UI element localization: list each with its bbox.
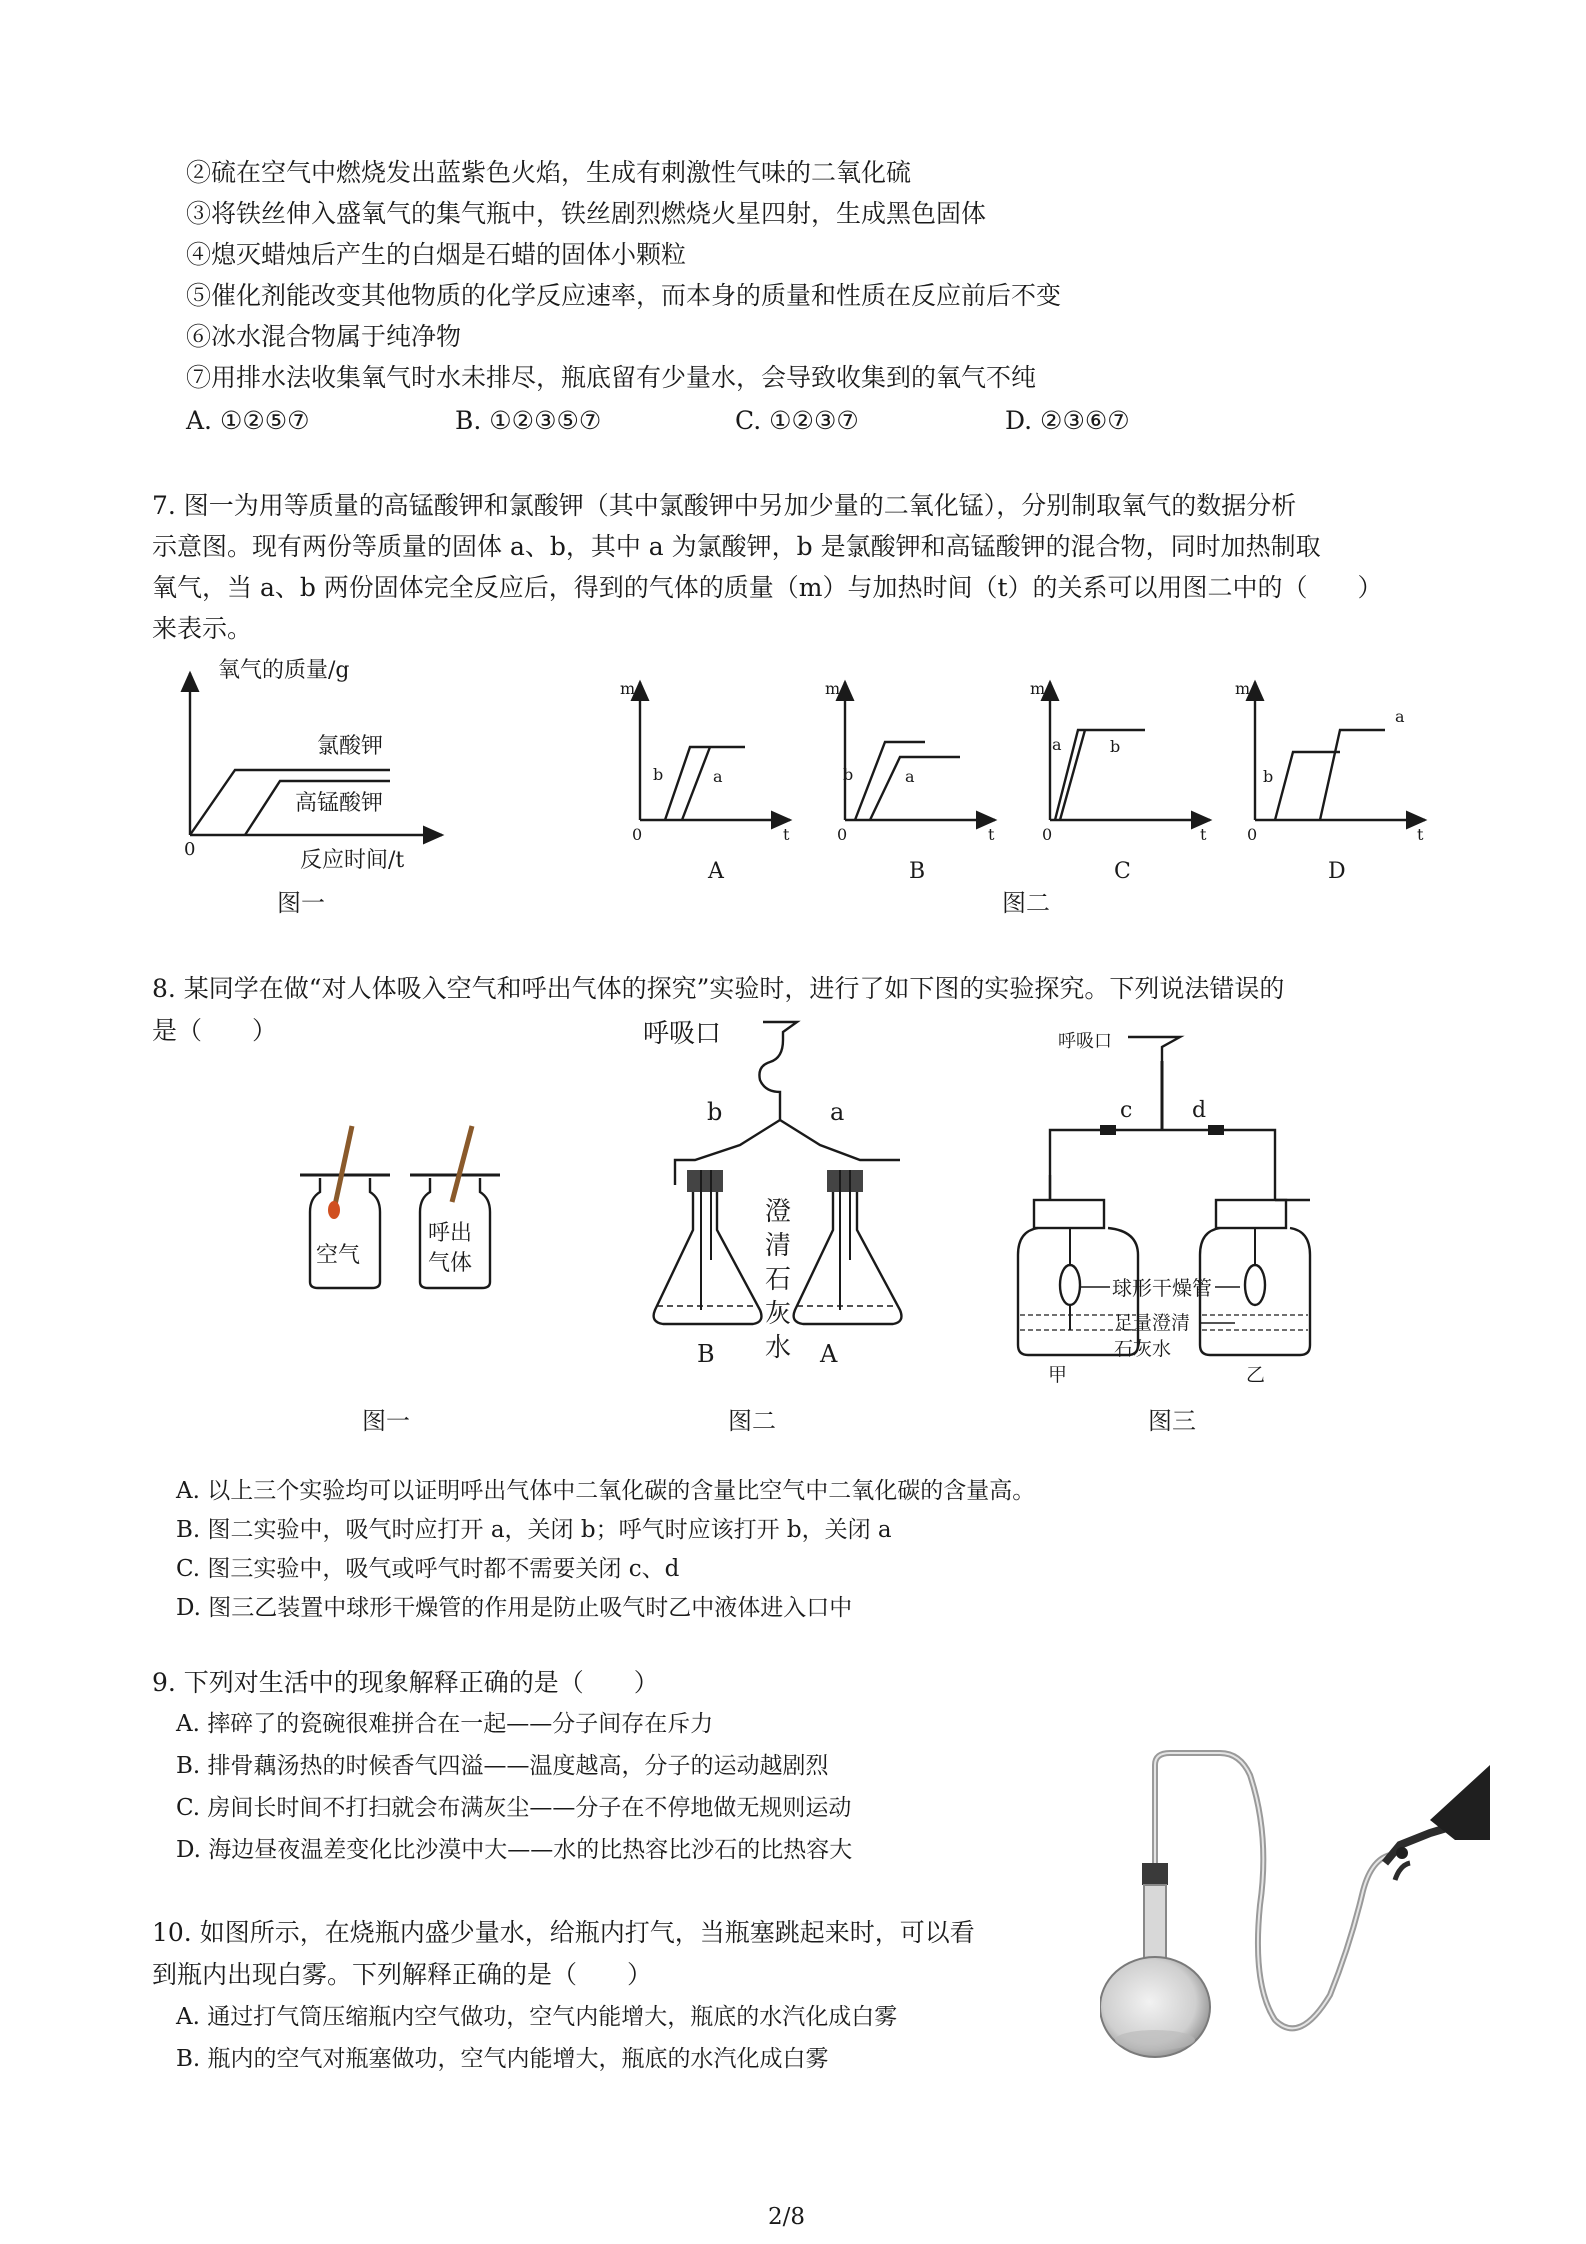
q7-figure-1 (170, 655, 460, 870)
q8-fig3-caption: 图三 (1148, 1407, 1196, 1435)
q8-fig2-liquid-1: 澄 (765, 1197, 792, 1227)
svg-text:m: m (1030, 679, 1046, 698)
q8-fig1-caption: 图一 (362, 1407, 410, 1435)
q8-fig2-liquid-5: 水 (765, 1333, 792, 1363)
svg-text:b: b (653, 765, 664, 784)
svg-text:m: m (1235, 679, 1251, 698)
q8-fig2-label-a: a (830, 1098, 845, 1126)
q8-line-1: 8. 某同学在做“对人体吸入空气和呼出气体的探究”实验时，进行了如下图的实验探究。下列说法错误的 (152, 974, 1285, 1003)
svg-text:D: D (1328, 859, 1346, 884)
q7-fig2-panel-a (620, 679, 790, 884)
q7-fig2-panel-d (1235, 679, 1425, 884)
svg-text:a: a (1052, 735, 1062, 754)
q7-fig1-label-b: 高锰酸钾 (295, 791, 384, 816)
q8-fig3-mouth-label: 呼吸口 (1058, 1031, 1112, 1052)
q6-option-d: D. ②③⑥⑦ (1005, 406, 1130, 435)
q7-fig1-xlabel: 反应时间/t (300, 848, 405, 870)
q9-option-d: D. 海边昼夜温差变化比沙漠中大——水的比热容比沙石的比热容大 (176, 1837, 853, 1863)
q8-fig2-liquid-2: 清 (765, 1231, 792, 1261)
q8-fig3-liquid-label-1: 足量澄清 (1114, 1312, 1191, 1334)
q8-fig2-label-b: b (707, 1098, 723, 1126)
q8-option-b: B. 图二实验中，吸气时应打开 a，关闭 b；呼气时应该打开 b，关闭 a (176, 1517, 892, 1543)
q8-option-a: A. 以上三个实验均可以证明呼出气体中二氧化碳的含量比空气中二氧化碳的含量高。 (176, 1478, 1036, 1504)
q7-fig2-panel-c (1030, 679, 1210, 884)
q8-fig3-label-d: d (1192, 1098, 1207, 1123)
q6-item-3: ③将铁丝伸入盛氧气的集气瓶中，铁丝剧烈燃烧火星四射，生成黑色固体 (186, 199, 987, 228)
q8-figure-1 (290, 1120, 530, 1300)
q8-fig1-jar2-label-1: 呼出 (428, 1221, 473, 1246)
q7-line-3: 氧气，当 a、b 两份固体完全反应后，得到的气体的质量（m）与加热时间（t）的关系可以用图二中的（ ） (152, 573, 1383, 602)
q8-fig1-jar2-label-2: 气体 (428, 1251, 473, 1276)
q8-fig3-label-jia: 甲 (1048, 1364, 1068, 1385)
q8-fig1-jar1-label: 空气 (316, 1243, 361, 1268)
q8-fig3-liquid-label-2: 石灰水 (1114, 1338, 1172, 1360)
svg-text:m: m (620, 679, 636, 698)
q7-fig1-origin: 0 (184, 839, 196, 860)
svg-text:a: a (1395, 707, 1405, 726)
svg-text:t: t (988, 825, 995, 844)
svg-text:t: t (783, 825, 790, 844)
svg-text:0: 0 (632, 825, 643, 844)
q9-option-a: A. 摔碎了的瓷碗很难拼合在一起——分子间存在斥力 (176, 1711, 714, 1737)
q8-fig2-mouth-label: 呼吸口 (643, 1019, 722, 1049)
q8-figure-2 (635, 1010, 915, 1380)
q8-fig2-liquid-3: 石 (765, 1265, 792, 1295)
q7-line-4: 来表示。 (152, 614, 253, 643)
q6-item-4: ④熄灭蜡烛后产生的白烟是石蜡的固体小颗粒 (186, 240, 687, 269)
q9-option-c: C. 房间长时间不打扫就会布满灰尘——分子在不停地做无规则运动 (176, 1795, 852, 1821)
q8-option-c: C. 图三实验中，吸气或呼气时都不需要关闭 c、d (176, 1556, 680, 1582)
q8-fig2-caption: 图二 (728, 1407, 776, 1435)
q7-fig2-panel-b (825, 679, 995, 884)
q6-item-2: ②硫在空气中燃烧发出蓝紫色火焰，生成有刺激性气味的二氧化硫 (186, 158, 912, 187)
q7-fig1-label-a: 氯酸钾 (317, 734, 384, 759)
svg-text:b: b (1263, 767, 1274, 786)
svg-text:A: A (708, 859, 724, 884)
q6-item-7: ⑦用排水法收集氧气时水未排尽，瓶底留有少量水，会导致收集到的氧气不纯 (186, 363, 1037, 392)
q6-item-6: ⑥冰水混合物属于纯净物 (186, 322, 462, 351)
svg-text:m: m (825, 679, 841, 698)
q7-fig1-caption: 图一 (277, 889, 325, 917)
q8-fig3-tube-label: 球形干燥管 (1112, 1276, 1212, 1300)
q8-fig3-label-yi: 乙 (1246, 1364, 1266, 1385)
svg-text:a: a (905, 767, 915, 786)
q9-option-b: B. 排骨藕汤热的时候香气四溢——温度越高，分子的运动越剧烈 (176, 1753, 829, 1779)
q8-fig3-label-c: c (1120, 1098, 1133, 1123)
q8-option-d: D. 图三乙装置中球形干燥管的作用是防止吸气时乙中液体进入口中 (176, 1595, 853, 1621)
q8-figure-3 (1010, 1025, 1320, 1385)
q7-line-2: 示意图。现有两份等质量的固体 a、b，其中 a 为氯酸钾，b 是氯酸钾和高锰酸钾的混合物，同时加热制取 (152, 532, 1321, 561)
q6-option-b: B. ①②③⑤⑦ (455, 406, 602, 435)
svg-text:0: 0 (1247, 825, 1258, 844)
svg-text:a: a (713, 767, 723, 786)
q7-figure-2 (620, 672, 1440, 892)
q6-option-c: C. ①②③⑦ (735, 406, 859, 435)
q7-fig1-ylabel: 氧气的质量/g (218, 658, 350, 683)
q10-line-1: 10. 如图所示，在烧瓶内盛少量水，给瓶内打气，当瓶塞跳起来时，可以看 (152, 1918, 975, 1947)
svg-text:t: t (1200, 825, 1207, 844)
svg-text:C: C (1114, 859, 1131, 884)
q10-line-2: 到瓶内出现白雾。下列解释正确的是（ ） (152, 1960, 653, 1989)
q10-option-b: B. 瓶内的空气对瓶塞做功，空气内能增大，瓶底的水汽化成白雾 (176, 2046, 829, 2072)
q6-option-a: A. ①②⑤⑦ (186, 406, 310, 435)
q10-flask-pump-photo (1100, 1745, 1490, 2065)
svg-text:0: 0 (1042, 825, 1053, 844)
svg-text:b: b (843, 765, 854, 784)
svg-text:b: b (1110, 737, 1121, 756)
q6-item-5: ⑤催化剂能改变其他物质的化学反应速率，而本身的质量和性质在反应前后不变 (186, 281, 1062, 310)
q8-fig2-label-B: B (697, 1340, 715, 1368)
q8-line-2: 是（ ） (152, 1016, 278, 1045)
q7-fig2-caption: 图二 (1002, 889, 1050, 917)
svg-text:B: B (909, 859, 926, 884)
svg-text:t: t (1417, 825, 1424, 844)
q7-line-1: 7. 图一为用等质量的高锰酸钾和氯酸钾（其中氯酸钾中另加少量的二氧化锰），分别制取氧气的数据分析 (152, 491, 1297, 520)
q8-fig2-label-A: A (820, 1340, 838, 1368)
q10-option-a: A. 通过打气筒压缩瓶内空气做功，空气内能增大，瓶底的水汽化成白雾 (176, 2004, 898, 2030)
q9-stem: 9. 下列对生活中的现象解释正确的是（ ） (152, 1668, 659, 1697)
page-number: 2/8 (768, 2204, 806, 2230)
q8-fig2-liquid-4: 灰 (765, 1299, 792, 1329)
svg-text:0: 0 (837, 825, 848, 844)
